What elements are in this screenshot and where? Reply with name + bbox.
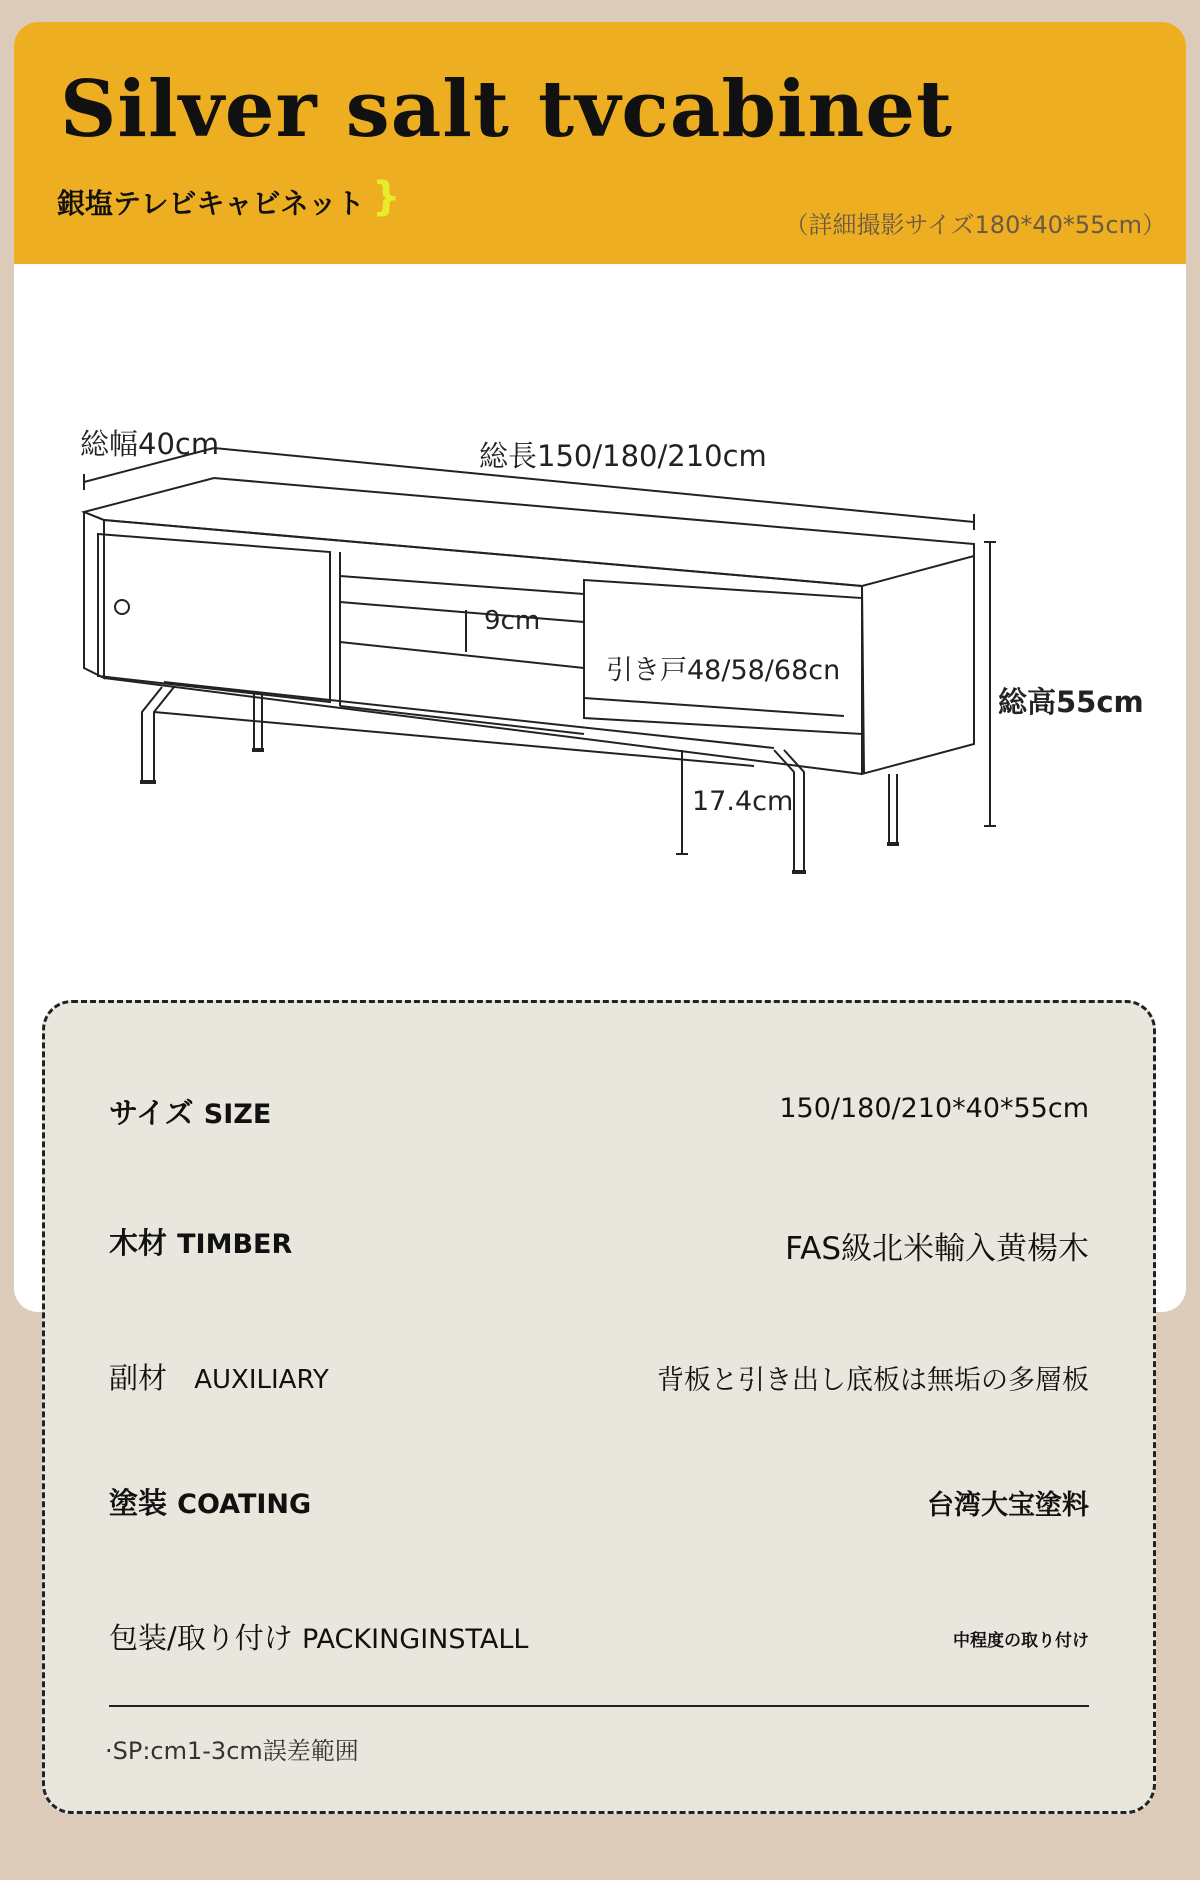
spec-label-en: COATING [177, 1489, 312, 1520]
spec-value: FAS級北米輸入黄楊木 [785, 1231, 1089, 1267]
divider [109, 1705, 1089, 1707]
spec-value: 背板と引き出し底板は無垢の多層板 [657, 1365, 1089, 1396]
spec-value: 台湾大宝塗料 [927, 1490, 1089, 1521]
leg-height-label: 17.4cm [692, 786, 794, 817]
spec-label-jp: 木材 [109, 1226, 168, 1260]
spec-label-en: AUXILIARY [194, 1365, 329, 1395]
photo-size-note: （詳細撮影サイズ180*40*55cm） [784, 211, 1166, 239]
drawer-height-label: 9cm [484, 606, 541, 636]
width-label: 総幅40cm [80, 427, 220, 461]
product-subtitle: 銀塩テレビキャビネット [57, 187, 365, 220]
door-width-label: 引き戸48/58/68cn [606, 655, 841, 686]
spec-row-auxiliary [45, 1348, 1153, 1408]
spec-label [109, 1091, 271, 1132]
spec-row-timber [45, 1213, 1153, 1273]
spec-value: 150/180/210*40*55cm [779, 1093, 1089, 1124]
spec-label-en: SIZE [203, 1099, 272, 1130]
product-title: Silver salt tvcabinet [60, 64, 953, 155]
spec-label-jp: 副材 [109, 1361, 168, 1395]
spec-label-jp: 塗装 [109, 1486, 168, 1520]
spec-table [42, 1000, 1156, 1814]
spec-row-packing [45, 1608, 1153, 1668]
spec-label-en: TIMBER [177, 1229, 293, 1260]
spec-label [109, 1481, 311, 1522]
spec-label [109, 1356, 329, 1397]
tolerance-note: ·SP:cm1-3cm誤差範囲 [105, 1737, 359, 1765]
spec-row-coating [45, 1473, 1153, 1533]
spec-row-size [45, 1083, 1153, 1143]
spec-label-en: PACKINGINSTALL [302, 1624, 529, 1655]
spec-label [109, 1221, 292, 1262]
spec-label [109, 1616, 528, 1657]
bracket-mark: } [372, 174, 401, 220]
spec-label-jp: 包装/取り付け [109, 1621, 293, 1655]
height-label: 総高55cm [998, 685, 1144, 719]
spec-value: 中程度の取り付け [953, 1631, 1089, 1651]
length-label: 総長150/180/210cm [479, 439, 767, 473]
spec-label-jp: サイズ [109, 1096, 194, 1130]
